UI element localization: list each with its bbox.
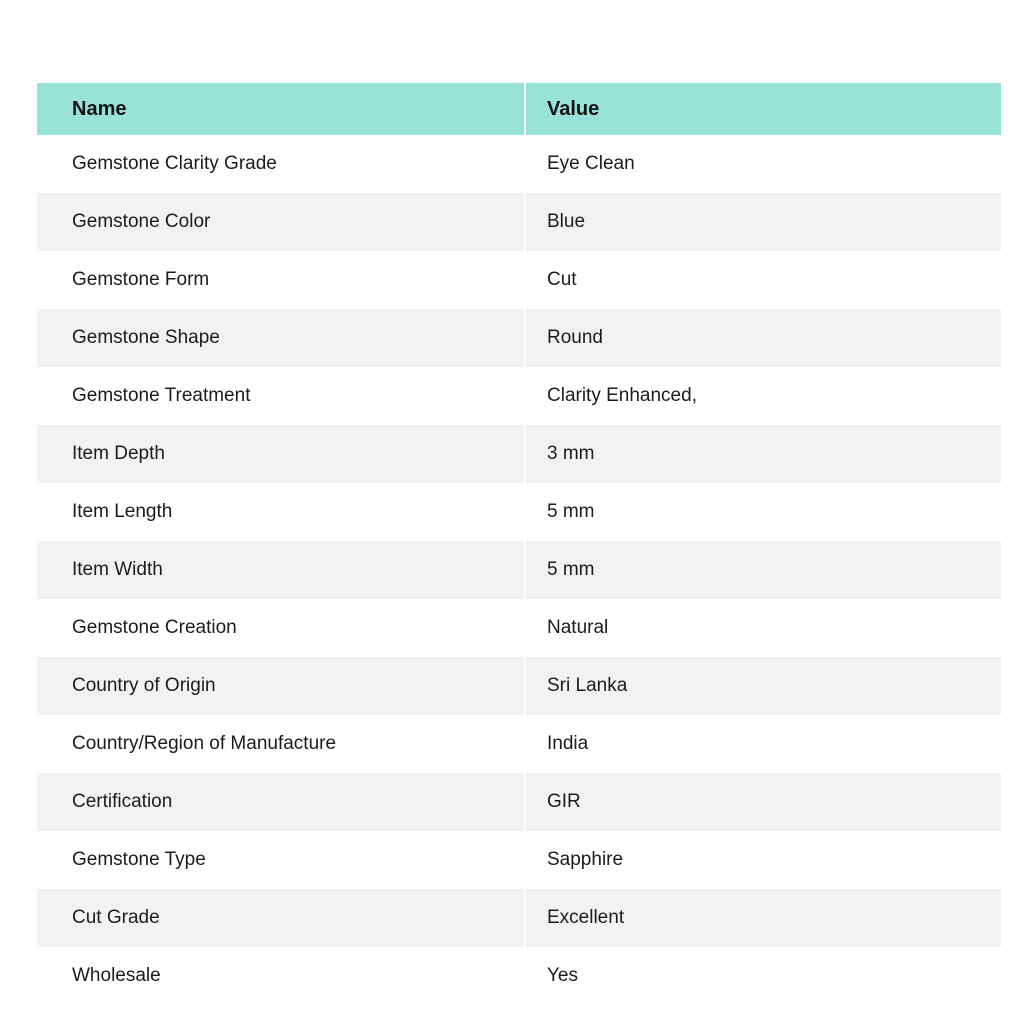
- spec-value: Blue: [524, 193, 1001, 251]
- table-row: [37, 483, 1001, 541]
- spec-name: Gemstone Type: [37, 831, 524, 889]
- spec-name: Item Length: [37, 483, 524, 541]
- spec-name: Gemstone Color: [37, 193, 524, 251]
- header-value-column: Value: [524, 83, 1001, 135]
- spec-name: Gemstone Treatment: [37, 367, 524, 425]
- spec-value: Round: [524, 309, 1001, 367]
- spec-value: 3 mm: [524, 425, 1001, 483]
- table-row: [37, 599, 1001, 657]
- spec-name: Gemstone Creation: [37, 599, 524, 657]
- spec-value: Eye Clean: [524, 135, 1001, 193]
- spec-value: Sapphire: [524, 831, 1001, 889]
- spec-value: GIR: [524, 773, 1001, 831]
- spec-value: India: [524, 715, 1001, 773]
- table-row: [37, 367, 1001, 425]
- spec-value: Sri Lanka: [524, 657, 1001, 715]
- spec-name: Cut Grade: [37, 889, 524, 947]
- spec-value: Cut: [524, 251, 1001, 309]
- spec-value: Yes: [524, 947, 1001, 1005]
- table-row: [37, 657, 1001, 715]
- spec-value: Excellent: [524, 889, 1001, 947]
- header-name-column: Name: [37, 83, 524, 135]
- spec-value: Clarity Enhanced,: [524, 367, 1001, 425]
- table-row: [37, 251, 1001, 309]
- table-row: [37, 135, 1001, 193]
- spec-name: Country of Origin: [37, 657, 524, 715]
- spec-name: Gemstone Clarity Grade: [37, 135, 524, 193]
- spec-name: Certification: [37, 773, 524, 831]
- table-row: [37, 889, 1001, 947]
- spec-name: Item Width: [37, 541, 524, 599]
- table-row: [37, 947, 1001, 1005]
- table-row: [37, 773, 1001, 831]
- table-row: [37, 193, 1001, 251]
- spec-name: Gemstone Shape: [37, 309, 524, 367]
- spec-name: Wholesale: [37, 947, 524, 1005]
- spec-value: 5 mm: [524, 483, 1001, 541]
- spec-value: Natural: [524, 599, 1001, 657]
- spec-name: Gemstone Form: [37, 251, 524, 309]
- spec-name: Item Depth: [37, 425, 524, 483]
- table-row: [37, 309, 1001, 367]
- header-row: [37, 83, 1001, 135]
- table-row: [37, 425, 1001, 483]
- table-row: [37, 715, 1001, 773]
- item-specifics-table: [37, 83, 1001, 1005]
- spec-value: 5 mm: [524, 541, 1001, 599]
- table-row: [37, 831, 1001, 889]
- table-row: [37, 541, 1001, 599]
- spec-name: Country/Region of Manufacture: [37, 715, 524, 773]
